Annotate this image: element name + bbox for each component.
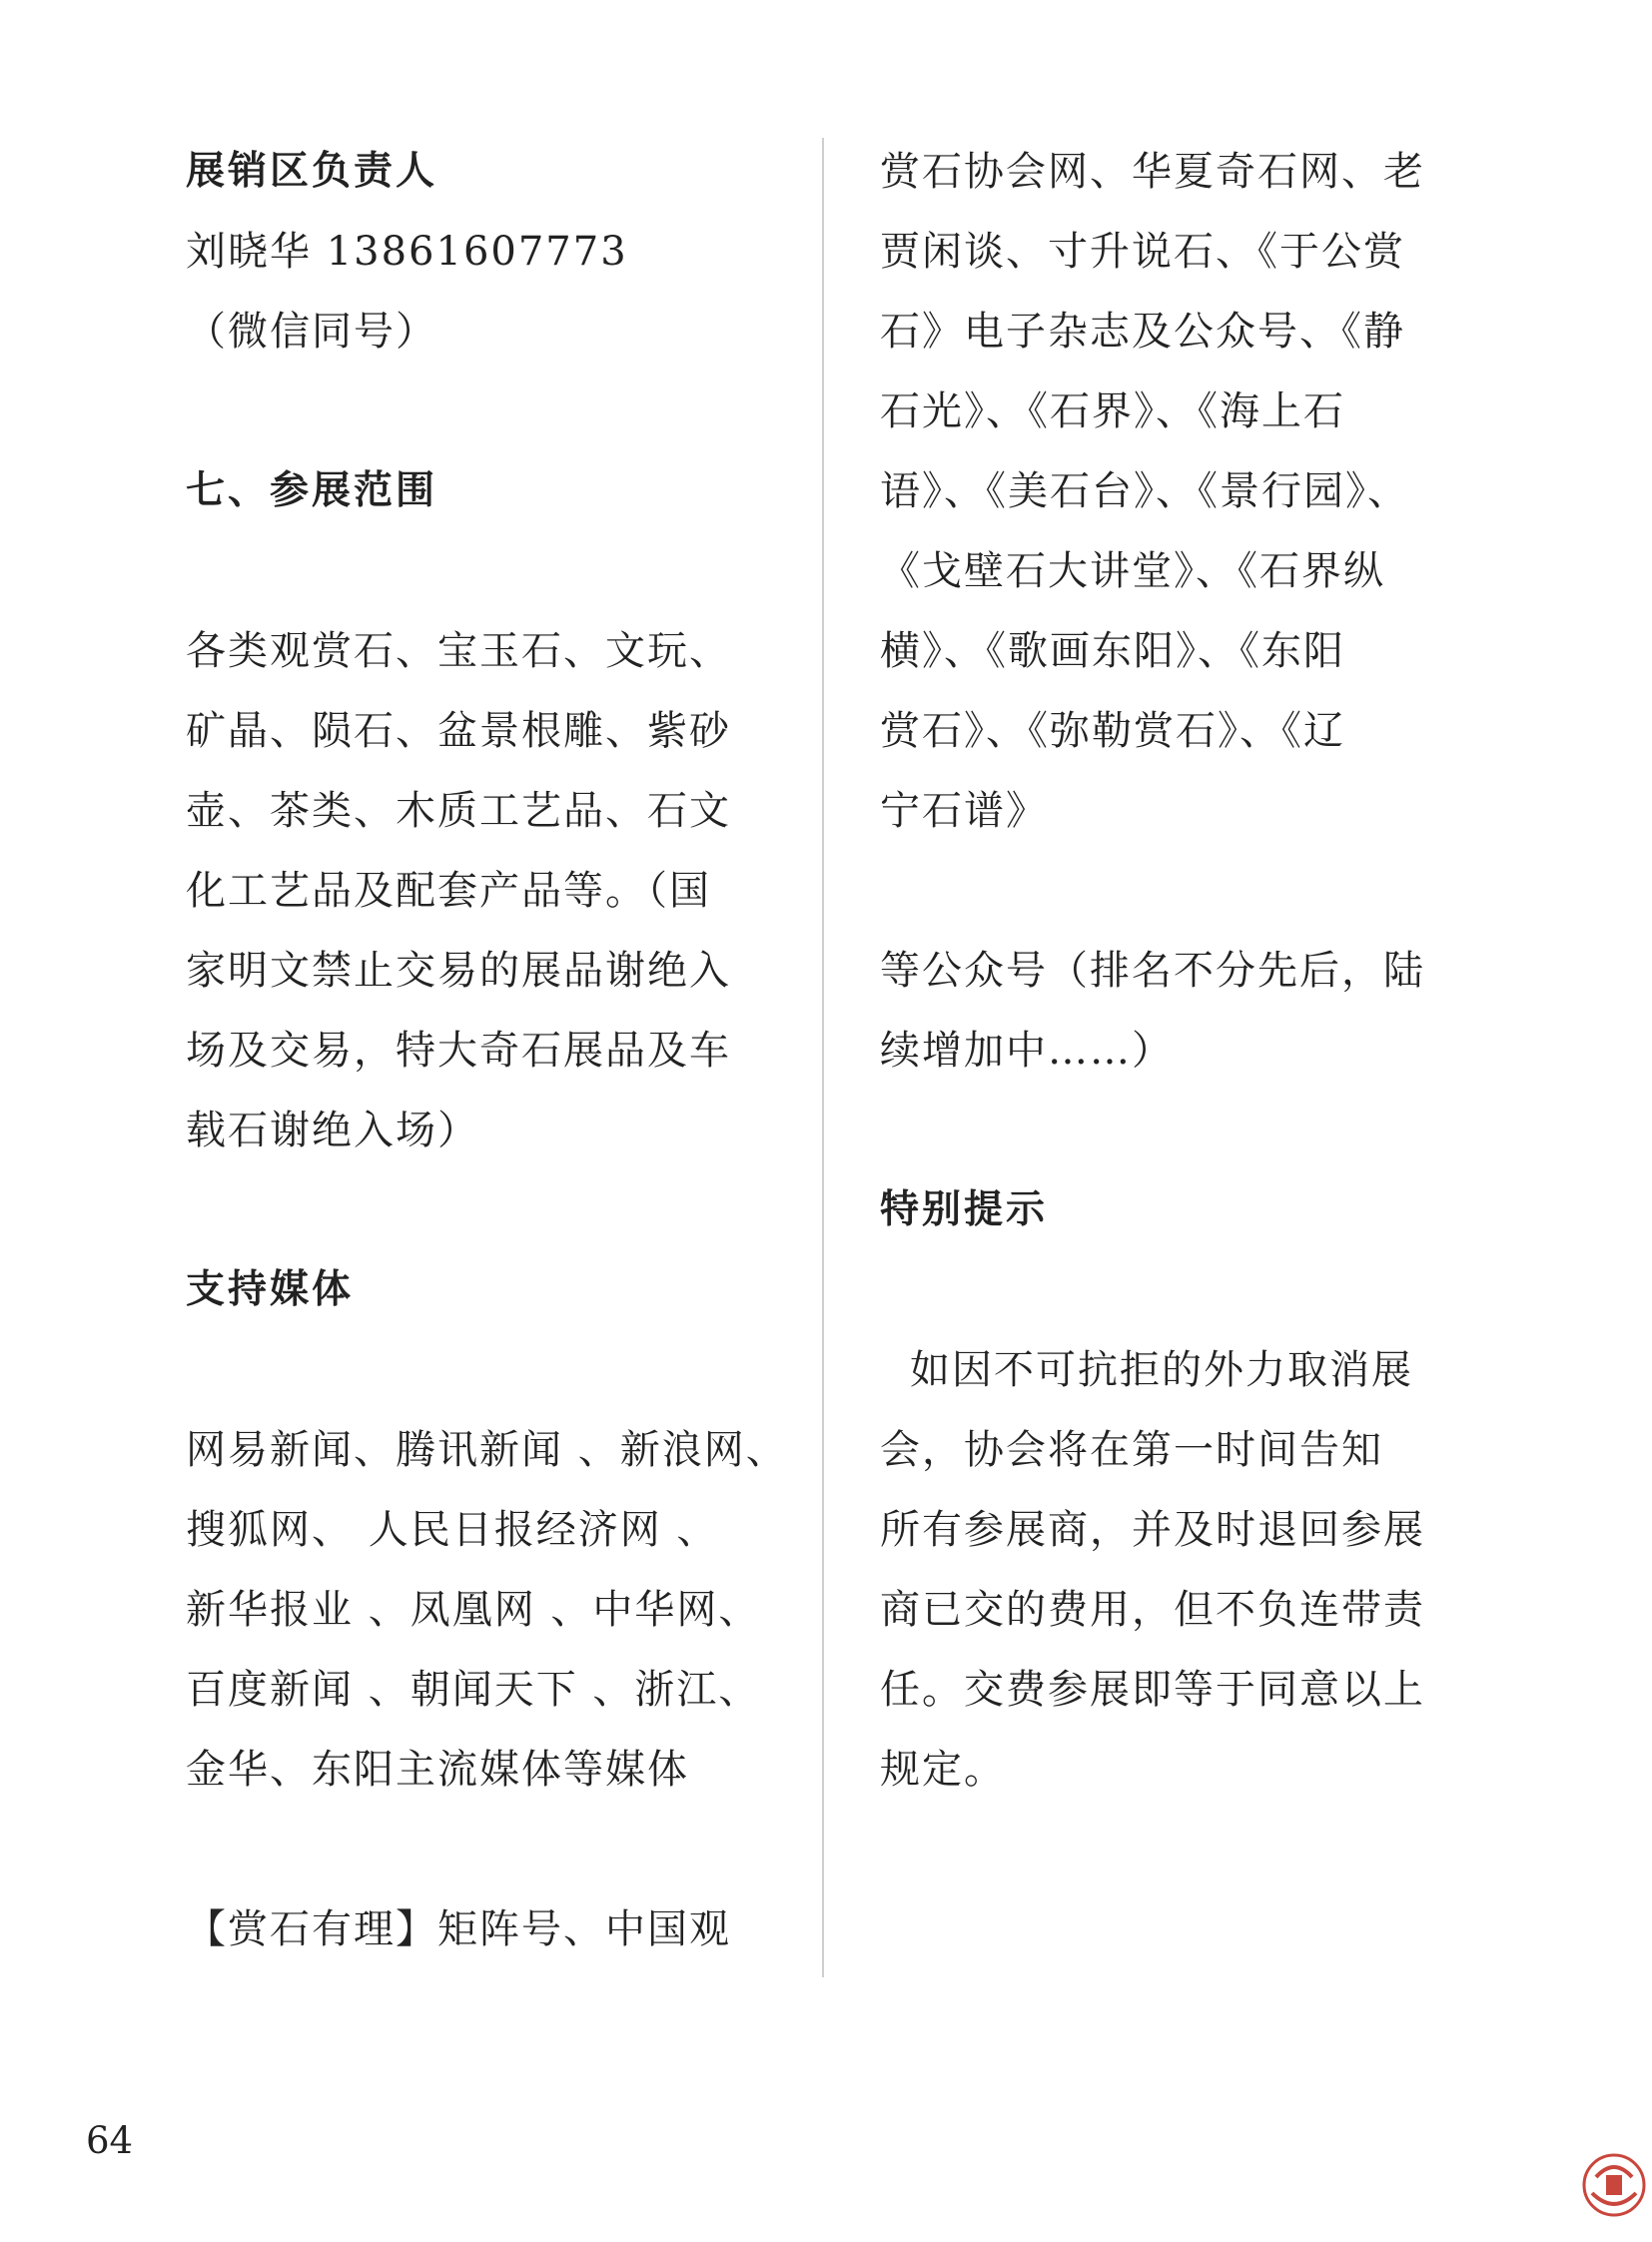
column-divider: [822, 138, 824, 1977]
page-number: 64: [86, 2119, 134, 2162]
wechat-end-line: 续增加中……）: [880, 1028, 1174, 1074]
scope-line: 家明文禁止交易的展品谢绝入: [186, 948, 731, 994]
spacer: [186, 1330, 785, 1410]
scope-heading: 七、参展范围: [186, 468, 438, 513]
scope-line: 壶、茶类、木质工艺品、石文: [186, 788, 731, 834]
media-line: 搜狐网、 人民日报经济网 、: [186, 1507, 719, 1553]
wechat-line: 《戈壁石大讲堂》、《石界纵: [880, 548, 1385, 594]
spacer: [186, 372, 785, 451]
wechat-line: 横》、《歌画东阳》、《东阳: [880, 628, 1345, 674]
scope-line: 各类观赏石、宝玉石、文玩、: [186, 628, 731, 674]
notice-line: 任。交费参展即等于同意以上: [880, 1667, 1425, 1713]
watermark-logo: [1576, 2137, 1648, 2237]
right-column: [880, 132, 1479, 1810]
wechat-end-line: 等公众号（排名不分先后，陆: [880, 948, 1425, 994]
logo-block: [1606, 2175, 1622, 2195]
media-line: 金华、东阳主流媒体等媒体: [186, 1747, 689, 1793]
notice-line: 商已交的费用，但不负连带责: [880, 1587, 1425, 1633]
spacer: [186, 531, 785, 611]
scope-line: 化工艺品及配套产品等。（国: [186, 868, 711, 914]
notice-line: 所有参展商，并及时退回参展: [880, 1507, 1425, 1553]
scope-line: 场及交易，特大奇石展品及车: [186, 1028, 731, 1074]
scope-line: 载石谢绝入场）: [186, 1108, 479, 1153]
media-line: 网易新闻、腾讯新闻 、新浪网、: [186, 1427, 788, 1473]
wechat-line: 赏石》、《弥勒赏石》、《辽: [880, 708, 1345, 754]
wechat-line: 宁石谱》: [880, 788, 1048, 834]
contact-line: 刘晓华 13861607773: [186, 229, 628, 275]
spacer: [186, 1170, 785, 1250]
left-column: [186, 132, 788, 1969]
spacer: [186, 1810, 785, 1889]
wechat-line: 贾闲谈、寸升说石、《于公赏: [880, 229, 1405, 275]
wechat-line: 石光》、《石界》、《海上石: [880, 388, 1345, 434]
notice-line: 规定。: [880, 1747, 1006, 1793]
spacer: [880, 1250, 1479, 1330]
spacer: [880, 1091, 1479, 1170]
wechat-line-start: 【赏石有理】矩阵号、中国观: [186, 1906, 731, 1952]
media-line: 新华报业 、凤凰网 、中华网、: [186, 1587, 761, 1633]
wechat-line: 语》、《美石台》、《景行园》、: [880, 468, 1409, 514]
notice-heading: 特别提示: [880, 1187, 1049, 1232]
scope-line: 矿晶、陨石、盆景根雕、紫砂: [186, 708, 731, 754]
wechat-line: 赏石协会网、华夏奇石网、老: [880, 149, 1425, 195]
spacer: [880, 851, 1479, 931]
contact-note: （微信同号）: [186, 309, 437, 355]
media-heading: 支持媒体: [186, 1267, 355, 1312]
contact-heading: 展销区负责人: [186, 149, 438, 194]
notice-line: 如因不可抗拒的外力取消展: [910, 1347, 1413, 1393]
wechat-line: 石》电子杂志及公众号、《静: [880, 309, 1405, 355]
media-line: 百度新闻 、朝闻天下 、浙江、: [186, 1667, 761, 1713]
notice-line: 会，协会将在第一时间告知: [880, 1427, 1383, 1473]
